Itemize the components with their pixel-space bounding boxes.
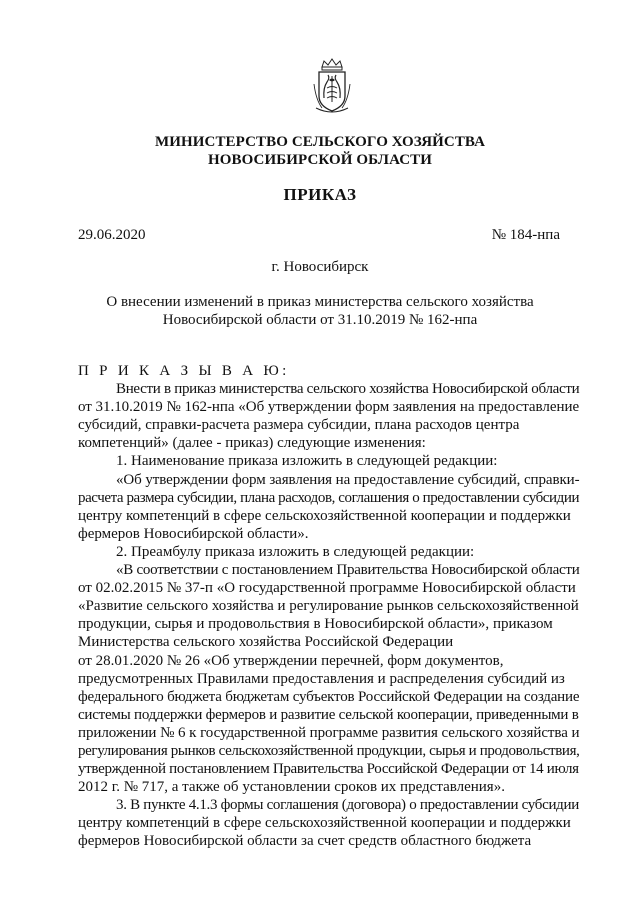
document-subject — [0, 293, 640, 329]
order-heading: П Р И К А З Ы В А Ю: — [78, 363, 290, 379]
body-line: Внести в приказ министерства сельского хозяйства Новосибирской области — [116, 381, 580, 398]
ministry-name-line1: МИНИСТЕРСТВО СЕЛЬСКОГО ХОЗЯЙСТВА — [154, 134, 486, 150]
body-line: от 02.02.2015 № 37-п «О государственной программе Новосибирской области — [78, 580, 576, 597]
body-line: от 28.01.2020 № 26 «Об утверждении перечней, форм документов, — [78, 652, 504, 669]
document-city: г. Новосибирск — [271, 259, 369, 275]
body-line: компетенций» (далее - приказ) следующие изменения: — [78, 435, 426, 452]
body-line: «Развитие сельского хозяйства и регулирование рынков сельскохозяйственной — [78, 598, 579, 615]
body-line: центру компетенций в сфере сельскохозяйственной кооперации и поддержки — [78, 815, 571, 832]
body-line: утвержденной постановлением Правительства Российской Федерации от 14 июля — [78, 761, 579, 778]
body-line: 1. Наименование приказа изложить в следующей редакции: — [116, 453, 498, 470]
body-line: от 31.10.2019 № 162-нпа «Об утверждении форм заявления на предоставление — [78, 399, 580, 416]
body-line: субсидий, справки-расчета размера субсидии, плана расходов центра — [78, 417, 520, 434]
body-line: федерального бюджета бюджетам субъектов Российской Федерации на создание — [78, 688, 580, 705]
body-line: центру компетенций в сфере сельскохозяйственной кооперации и поддержки — [78, 507, 571, 524]
body-line: предусмотренных Правилами предоставления и распределения субсидий из — [78, 670, 565, 687]
body-line: приложении № 6 к государственной программе развития сельского хозяйства и — [78, 724, 580, 741]
body-line: 2. Преамбулу приказа изложить в следующей редакции: — [116, 543, 475, 560]
body-line: системы поддержки фермеров и развитие сельской кооперации, приведенными в — [78, 706, 579, 723]
body-line: «В соответствии с постановлением Правительства Новосибирской области — [116, 562, 580, 579]
body-line: регулирования рынков сельскохозяйственной продукции, сырья и продовольствия, — [78, 742, 580, 759]
coat-of-arms-emblem — [312, 58, 352, 116]
body-line: продукции, сырья и продовольствия в Новосибирской области», приказом — [78, 616, 553, 633]
document-date: 29.06.2020 — [78, 227, 146, 243]
coat-of-arms-icon — [312, 58, 352, 116]
body-line: «Об утверждении форм заявления на предоставление субсидий, справки- — [116, 471, 580, 488]
document-body — [78, 362, 579, 851]
subject-line: Новосибирской области от 31.10.2019 № 162-нпа — [162, 312, 478, 328]
body-line: фермеров Новосибирской области за счет средств областного бюджета — [78, 833, 532, 850]
document-type-title: ПРИКАЗ — [283, 185, 357, 204]
body-line: 2012 г. № 717, а также об установлении сроков их представления». — [78, 779, 505, 796]
body-line: расчета размера субсидии, плана расходов, соглашения о предоставлении субсидии — [78, 489, 580, 506]
body-line: 3. В пункте 4.1.3 формы соглашения (договора) о предоставлении субсидии — [116, 797, 579, 814]
ministry-name-line2: НОВОСИБИРСКОЙ ОБЛАСТИ — [207, 152, 433, 168]
subject-line: О внесении изменений в приказ министерства сельского хозяйства — [106, 294, 534, 310]
body-line: фермеров Новосибирской области». — [78, 525, 309, 542]
document-number: № 184-нпа — [491, 227, 560, 243]
body-line: Министерства сельского хозяйства Российской Федерации — [78, 634, 454, 651]
